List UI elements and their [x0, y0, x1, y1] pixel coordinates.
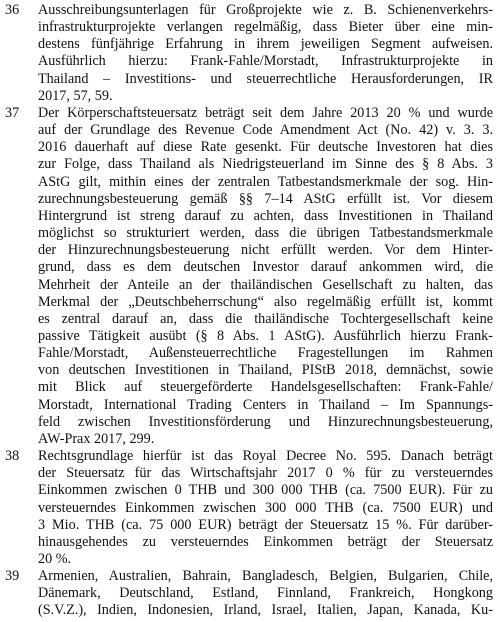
footnote-39: [5, 568, 493, 619]
footnote-number: 36: [5, 2, 20, 18]
footnote-text: [38, 2, 493, 105]
text-line: auf der Grundlage des Revenue Code Amendment Act (No. 42) v. 3. 3.: [38, 122, 493, 139]
text-line: AW-Prax 2017, 299.: [38, 430, 155, 447]
text-line: Armenien, Australien, Bahrain, Bangladesch, Belgien, Bulgarien, Chile,: [38, 568, 493, 585]
footnote-number: 37: [5, 104, 20, 121]
text-line: Rechtsgrundlage hierfür ist das Royal Decree No. 595. Danach beträgt: [38, 448, 493, 465]
footnote-number: 38: [5, 448, 20, 465]
text-line: Einkommen zwischen 0 THB und 300 000 THB (ca. 7500 EUR). Für zu: [38, 482, 493, 499]
text-line: möglichst so strukturiert werden, dass die übrigen Tatbestandsmerkmale: [38, 225, 493, 242]
text-line: Morstadt, International Trading Centers in Thailand – Im Spannungs-: [38, 396, 493, 413]
text-line: es zentral darauf an, dass die thailändische Tochtergesellschaft keine: [38, 310, 493, 327]
footnote-37: [5, 105, 493, 448]
text-line: Ausführlich hierzu: Frank-Fahle/Morstadt, Infrastrukturprojekte in: [38, 53, 493, 70]
text-line: mit Blick auf steuergeförderte Handelsgesellschaften: Frank-Fahle/: [38, 379, 493, 396]
text-line: Thailand – Investitions- und steuerrechtliche Herausforderungen, IR: [38, 70, 493, 87]
text-line: AStG gilt, mithin eines der zentralen Tatbestandsmerkmale der sog. Hin-: [38, 173, 493, 190]
text-line: (S.V.Z.), Indien, Indonesien, Irland, Israel, Italien, Japan, Kanada, Ku-: [38, 602, 493, 619]
text-line: Hintergrund ist streng darauf zu achten, dass Investitionen in Thailand: [38, 207, 493, 224]
text-line: zurechnungsbesteuerung gemäß §§ 7–14 AStG erfüllt ist. Vor diesem: [38, 190, 493, 207]
text-line: Merkmal der „Deutschbeherrschung“ also regelmäßig erfüllt ist, kommt: [38, 293, 493, 310]
text-line: grund, dass es dem deutschen Investor darauf ankommen wird, die: [38, 259, 493, 276]
text-line: destens fünfjährige Erfahrung in ihrem jeweiligen Segment aufweisen.: [38, 36, 493, 53]
text-line: Mehrheit der Anteile an der thailändischen Gesellschaft zu halten, das: [38, 276, 493, 293]
footnote-38: [5, 448, 493, 568]
footnote-36: [5, 2, 493, 105]
text-line: feld zwischen Investitionsförderung und Hinzurechnungsbesteuerung,: [38, 413, 493, 430]
text-line: zur Folge, dass Thailand als Niedrigsteuerland im Sinne des § 8 Abs. 3: [38, 156, 493, 173]
text-line: 20 %.: [38, 551, 72, 567]
text-line: Ausschreibungsunterlagen für Großprojekte wie z. B. Schienenverkehrs-: [38, 2, 493, 18]
text-line: 2016 dauerhaft auf diese Rate gesenkt. Für deutsche Investoren hat dies: [38, 139, 493, 156]
text-line: 3 Mio. THB (ca. 75 000 EUR) beträgt der Steuersatz 15 %. Für darüber-: [38, 516, 493, 533]
text-line: Der Körperschaftsteuersatz beträgt seit dem Jahre 2013 20 % und wurde: [38, 104, 493, 121]
text-line: der Hinzurechnungsbesteuerung nicht erfüllt werden. Vor dem Hinter-: [38, 242, 493, 259]
text-line: versteuerndes Einkommen zwischen 300 000 THB (ca. 7500 EUR) und: [38, 499, 493, 516]
text-line: Fahle/Morstadt, Außensteuerrechtliche Fragestellungen im Rahmen: [38, 345, 493, 362]
text-line: von deutschen Investitionen in Thailand, PIStB 2018, demnächst, sowie: [38, 362, 493, 379]
text-line: hinausgehendes zu versteuerndes Einkommen beträgt der Steuersatz: [38, 533, 493, 550]
footnote-text: [38, 568, 493, 619]
footnote-text: [38, 448, 493, 568]
text-line: infrastrukturprojekte verlangen regelmäßig, dass Bieter über eine min-: [38, 19, 493, 36]
footnote-number: 39: [5, 568, 20, 585]
footnote-text: [38, 105, 493, 448]
text-line: der Steuersatz für das Wirtschaftsjahr 2017 0 % für zu versteuerndes: [38, 465, 493, 482]
text-line: 2017, 57, 59.: [38, 87, 113, 104]
text-line: Dänemark, Deutschland, Estland, Finnland, Frankreich, Hongkong: [38, 585, 493, 602]
text-line: passive Tätigkeit ausübt (§ 8 Abs. 1 AStG). Ausführlich hierzu Frank-: [38, 327, 493, 344]
